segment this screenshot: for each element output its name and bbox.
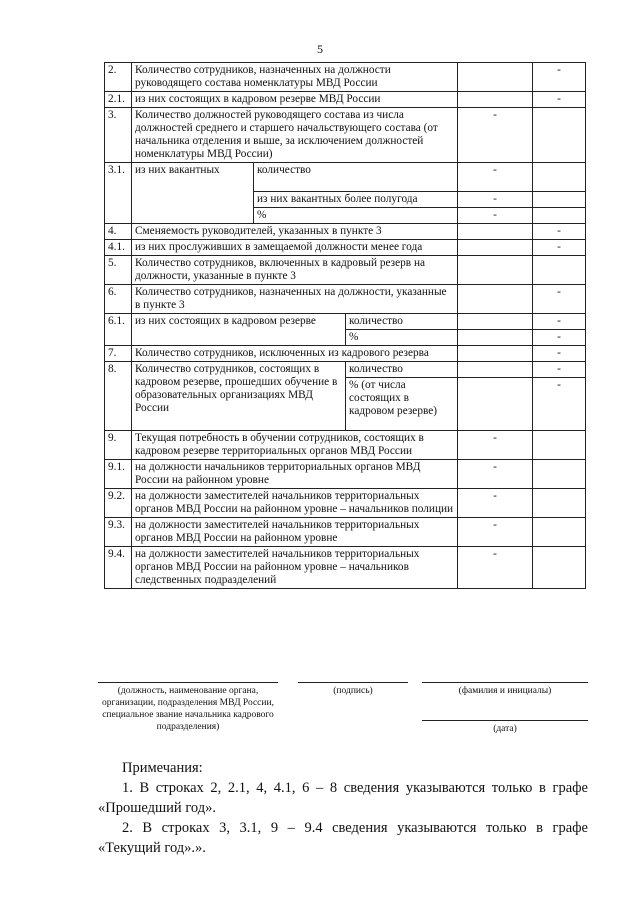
row-label: Количество сотрудников, включенных в кадровый резерв на должности, указанные в пункте 3 — [132, 256, 458, 285]
row-label: Текущая потребность в обучении сотрудников, состоящих в кадровом резерве территориальных органов МВД России — [132, 431, 458, 460]
sub-label: из них вакантных более полугода — [254, 192, 458, 208]
cell-current-year: - — [458, 208, 533, 224]
row-number: 9.4. — [105, 547, 132, 589]
cell-last-year — [533, 460, 586, 489]
date-line — [422, 720, 588, 721]
cell-last-year — [533, 489, 586, 518]
table-row — [105, 362, 586, 378]
sub-label: % — [346, 330, 458, 346]
table-row — [105, 163, 586, 192]
cell-last-year — [533, 192, 586, 208]
cell-current-year — [458, 256, 533, 285]
row-label: Количество сотрудников, назначенных на должности, указанные в пункте 3 — [132, 285, 458, 314]
position-line — [98, 682, 278, 683]
row-number: 2.1. — [105, 92, 132, 108]
row-label: из них состоящих в кадровом резерве МВД России — [132, 92, 458, 108]
row-label: на должности заместителей начальников территориальных органов МВД России на районном уровне – начальников полиции — [132, 489, 458, 518]
cell-last-year: - — [533, 330, 586, 346]
note-item: 2. В строках 3, 3.1, 9 – 9.4 сведения указываются только в графе — [122, 820, 588, 836]
cell-current-year: - — [458, 192, 533, 208]
row-label: из них состоящих в кадровом резерве — [132, 314, 346, 346]
table-row — [105, 240, 586, 256]
row-number: 6.1. — [105, 314, 132, 346]
row-number: 6. — [105, 285, 132, 314]
cell-last-year: - — [533, 346, 586, 362]
table-row — [105, 431, 586, 460]
row-number: 4. — [105, 224, 132, 240]
table-row — [105, 314, 586, 330]
note-item-continuation: «Текущий год».». — [98, 840, 206, 856]
table-row — [105, 224, 586, 240]
row-number: 9.3. — [105, 518, 132, 547]
page-number: 5 — [317, 42, 323, 56]
notes-section — [98, 758, 588, 858]
cell-last-year — [533, 163, 586, 192]
cell-last-year — [533, 518, 586, 547]
cell-last-year: - — [533, 378, 586, 431]
cell-last-year: - — [533, 362, 586, 378]
row-number: 4.1. — [105, 240, 132, 256]
date-caption: (дата) — [493, 724, 517, 734]
cell-last-year — [533, 431, 586, 460]
cell-last-year: - — [533, 92, 586, 108]
cell-current-year: - — [458, 547, 533, 589]
cell-current-year — [458, 330, 533, 346]
row-number: 8. — [105, 362, 132, 431]
notes-heading: Примечания: — [122, 760, 203, 776]
cell-current-year: - — [458, 518, 533, 547]
table-row — [105, 108, 586, 163]
cell-current-year — [458, 92, 533, 108]
row-label: Количество сотрудников, исключенных из кадрового резерва — [132, 346, 458, 362]
row-number: 7. — [105, 346, 132, 362]
cell-current-year — [458, 378, 533, 431]
row-label: Количество сотрудников, назначенных на должности руководящего состава номенклатуры МВД России — [132, 63, 458, 92]
row-label: из них вакантных — [132, 163, 254, 224]
cell-last-year: - — [533, 285, 586, 314]
row-number: 2. — [105, 63, 132, 92]
cell-last-year: - — [533, 240, 586, 256]
row-label: Количество должностей руководящего состава из числа должностей среднего и старшего начальствующего состава (от начальника отделения и выше, за исключением должностей номенклатуры МВД России) — [132, 108, 458, 163]
row-label: на должности заместителей начальников территориальных органов МВД России на районном уровне — [132, 518, 458, 547]
position-caption: (должность, наименование органа, организации, подразделения МВД России, специальное звание начальника кадрового подразделения) — [102, 686, 274, 732]
row-number: 5. — [105, 256, 132, 285]
row-label: из них прослуживших в замещаемой должности менее года — [132, 240, 458, 256]
row-number: 3.1. — [105, 163, 132, 224]
cell-current-year: - — [458, 489, 533, 518]
table-row — [105, 285, 586, 314]
row-label: на должности начальников территориальных органов МВД России на районном уровне — [132, 460, 458, 489]
report-table — [104, 62, 586, 589]
name-line — [422, 682, 588, 683]
row-number: 3. — [105, 108, 132, 163]
note-item-continuation: «Прошедший год». — [98, 800, 216, 816]
cell-current-year — [458, 63, 533, 92]
sub-label: количество — [254, 163, 458, 192]
sub-label: % — [254, 208, 458, 224]
signature-caption: (подпись) — [333, 686, 373, 696]
cell-last-year — [533, 108, 586, 163]
sub-label: количество — [346, 362, 458, 378]
row-number: 9.2. — [105, 489, 132, 518]
table-row — [105, 256, 586, 285]
cell-last-year: - — [533, 314, 586, 330]
cell-current-year — [458, 346, 533, 362]
cell-last-year — [533, 547, 586, 589]
note-item: 1. В строках 2, 2.1, 4, 4.1, 6 – 8 сведения указываются только в графе — [122, 780, 588, 796]
signature-block — [0, 672, 640, 752]
cell-current-year — [458, 314, 533, 330]
signature-line — [298, 682, 408, 683]
cell-last-year — [533, 256, 586, 285]
cell-current-year: - — [458, 431, 533, 460]
cell-current-year: - — [458, 460, 533, 489]
cell-last-year: - — [533, 63, 586, 92]
table-row — [105, 489, 586, 518]
cell-current-year: - — [458, 108, 533, 163]
cell-last-year: - — [533, 224, 586, 240]
table-row — [105, 518, 586, 547]
cell-current-year — [458, 285, 533, 314]
sub-label: % (от числа состоящих в кадровом резерве) — [346, 378, 458, 431]
cell-current-year: - — [458, 163, 533, 192]
table-row — [105, 547, 586, 589]
table-row — [105, 92, 586, 108]
row-label: Количество сотрудников, состоящих в кадровом резерве, прошедших обучение в образовательных организациях МВД России — [132, 362, 346, 431]
table-row — [105, 346, 586, 362]
row-number: 9. — [105, 431, 132, 460]
cell-current-year — [458, 362, 533, 378]
sub-label: количество — [346, 314, 458, 330]
table-row — [105, 460, 586, 489]
row-label: Сменяемость руководителей, указанных в пункте 3 — [132, 224, 458, 240]
name-caption: (фамилия и инициалы) — [458, 686, 552, 696]
table-row — [105, 63, 586, 92]
row-label: на должности заместителей начальников территориальных органов МВД России на районном уровне – начальников следственных подразделений — [132, 547, 458, 589]
cell-last-year — [533, 208, 586, 224]
cell-current-year — [458, 224, 533, 240]
row-number: 9.1. — [105, 460, 132, 489]
cell-current-year — [458, 240, 533, 256]
